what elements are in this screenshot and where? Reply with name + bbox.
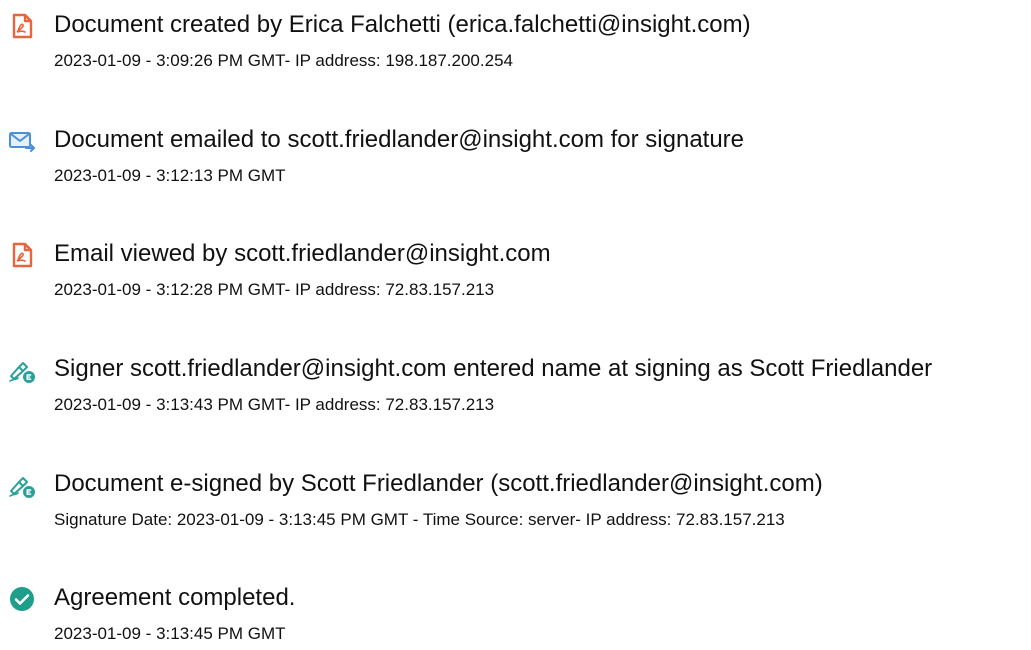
event-detail: Signature Date: 2023-01-09 - 3:13:45 PM GMT - Time Source: server- IP address: 72.83.157.213 <box>54 510 785 529</box>
event-detail: 2023-01-09 - 3:12:28 PM GMT- IP address: 72.83.157.213 <box>54 280 495 299</box>
esign-pen-icon <box>8 356 36 384</box>
document-pdf-icon <box>8 12 36 40</box>
esign-pen-icon <box>8 471 36 499</box>
event-detail: 2023-01-09 - 3:13:45 PM GMT <box>54 624 286 643</box>
event-detail: 2023-01-09 - 3:13:43 PM GMT- IP address: 72.83.157.213 <box>54 395 495 414</box>
event-title: Document emailed to scott.friedlander@insight.com for signature <box>54 126 745 153</box>
event-title: Document e-signed by Scott Friedlander (scott.friedlander@insight.com) <box>54 470 823 497</box>
event-title: Agreement completed. <box>54 584 296 611</box>
event-detail: 2023-01-09 - 3:09:26 PM GMT- IP address: 198.187.200.254 <box>54 51 513 70</box>
event-title: Email viewed by scott.friedlander@insight.com <box>54 240 551 267</box>
document-pdf-icon <box>8 241 36 269</box>
event-detail: 2023-01-09 - 3:12:13 PM GMT <box>54 166 286 185</box>
checkmark-circle-icon <box>8 585 36 613</box>
event-title: Document created by Erica Falchetti (erica.falchetti@insight.com) <box>54 11 751 38</box>
event-title: Signer scott.friedlander@insight.com entered name at signing as Scott Friedlander <box>54 355 933 382</box>
email-send-icon <box>8 127 36 155</box>
